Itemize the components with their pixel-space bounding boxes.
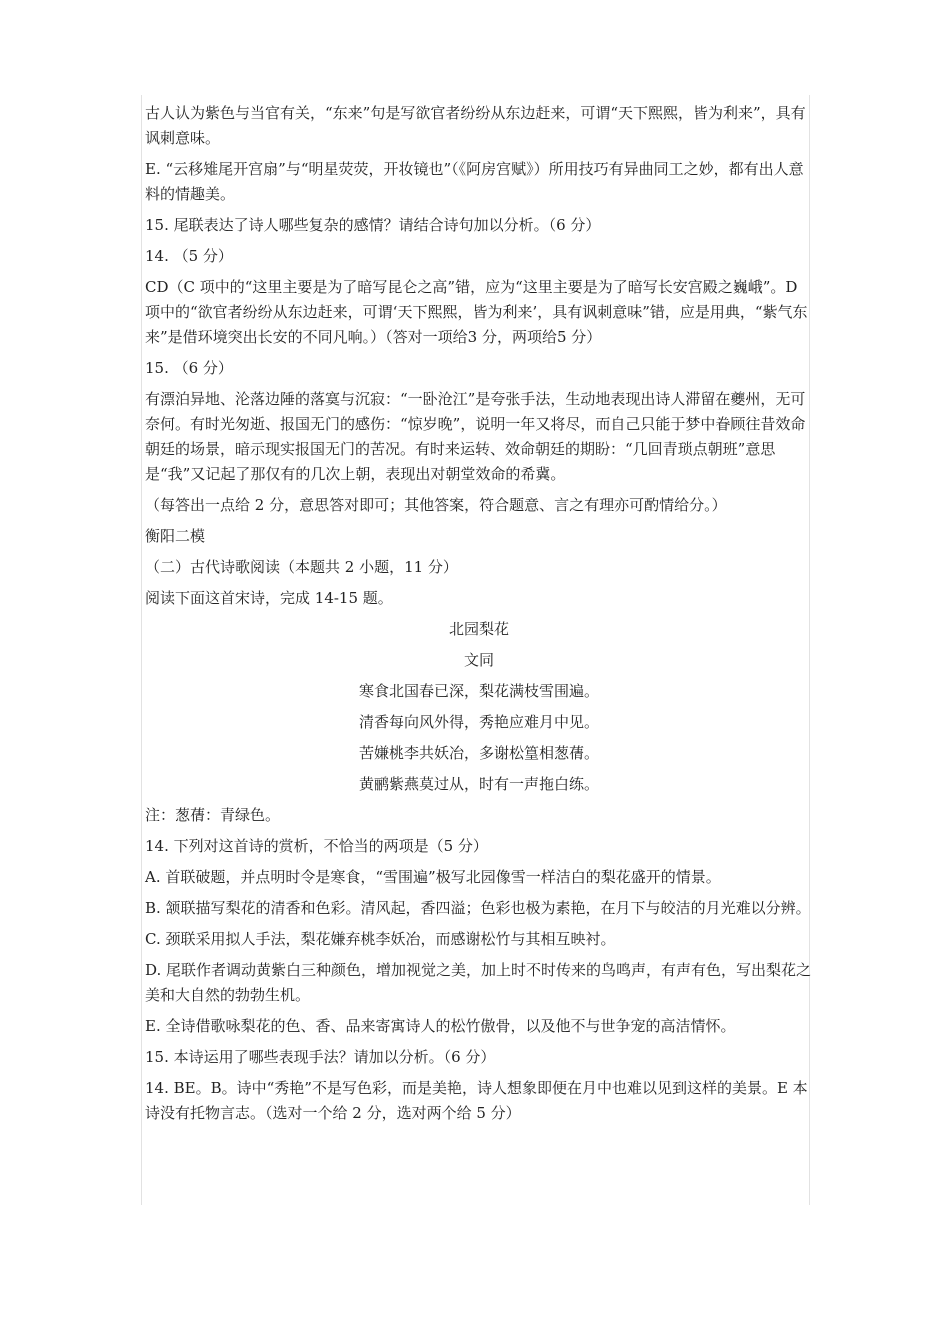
answer-15-body: 有漂泊异地、沦落边陲的落寞与沉寂：“一卧沧江”是夸张手法，生动地表现出诗人滞留在夔州，无可奈何。有时光匆逝、报国无门的感伤：“惊岁晚”，说明一年又将尽，而自己只能于梦中眷顾往昔效命朝廷的场景，暗示现实报国无门的苦况。有时来运转、效命朝廷的期盼：“几回青琐点朝班”意思是“我”又记起了那仅有的几次上朝，表现出对朝堂效命的希冀。 (145, 390, 806, 483)
scoring-note: （每答出一点给 2 分，意思答对即可；其他答案，符合题意、言之有理亦可酌情给分。） (145, 496, 727, 514)
answer-15-heading: 15. （6 分） (145, 359, 233, 377)
poem-line: 清香每向风外得，秀艳应难月中见。 (358, 713, 599, 731)
poem-line: 苦嫌桃李共妖冶，多谢松篁相葱蒨。 (358, 744, 599, 762)
question-14: 14. 下列对这首诗的赏析，不恰当的两项是（5 分） (145, 837, 488, 855)
option-e-paragraph: E. “云移雉尾开宫扇”与“明星荧荧，开妆镜也”（《阿房宫赋》）所用技巧有异曲同工之妙，都有出人意料的情趣美。 (145, 160, 804, 203)
option-b: B. 颔联描写梨花的清香和色彩。清风起，香四溢；色彩也极为素艳，在月下与皎洁的月光难以分辨。 (145, 899, 811, 917)
paragraph: 古人认为紫色与当官有关，“东来”句是写欲官者纷纷从东边赶来，可谓“天下熙熙，皆为利来”，具有讽刺意味。 (145, 104, 806, 147)
answer-14-body: CD（C 项中的“这里主要是为了暗写昆仑之高”错，应为“这里主要是为了暗写长安宫殿之巍峨”。D 项中的“欲官者纷纷从东边赶来，可谓‘天下熙熙，皆为利来’，具有讽刺意味”错，应是用典，“紫气东来”是借环境突出长安的不同凡响。）（答对一项给3 分，两项给5 分） (145, 278, 808, 346)
poem-line: 黄鹂紫燕莫过从，时有一声拖白练。 (358, 775, 599, 793)
poem-title: 北园梨花 (448, 620, 509, 638)
answer-14-heading: 14. （5 分） (145, 247, 233, 265)
option-c: C. 颈联采用拟人手法，梨花嫌弃桃李妖冶，而感谢松竹与其相互映衬。 (145, 930, 616, 948)
option-a: A. 首联破题，并点明时令是寒食，“雪围遍”极写北园像雪一样洁白的梨花盛开的情景。 (145, 868, 721, 886)
question-15-b: 15. 本诗运用了哪些表现手法？请加以分析。（6 分） (145, 1048, 496, 1066)
poem-author: 文同 (463, 651, 494, 669)
question-15: 15. 尾联表达了诗人哪些复杂的感情？请结合诗句加以分析。（6 分） (145, 216, 601, 234)
annotation-note: 注：葱蒨：青绿色。 (145, 806, 281, 824)
option-e: E. 全诗借歌咏梨花的色、香、品来寄寓诗人的松竹傲骨，以及他不与世争宠的高洁情怀。 (145, 1017, 736, 1035)
poem-line: 寒食北国春已深，梨花满枝雪围遍。 (358, 682, 599, 700)
answer-14-b: 14. BE。B。诗中“秀艳”不是写色彩，而是美艳，诗人想象即便在月中也难以见到这样的美景。E 本诗没有托物言志。（选对一个给 2 分，选对两个给 5 分） (145, 1079, 808, 1122)
option-d: D. 尾联作者调动黄紫白三种颜色，增加视觉之美，加上时不时传来的鸟鸣声，有声有色，写出梨花之美和大自然的勃勃生机。 (145, 961, 812, 1004)
section-source: 衡阳二模 (145, 527, 206, 545)
reading-instruction: 阅读下面这首宋诗，完成 14-15 题。 (145, 589, 393, 607)
section-heading: （二）古代诗歌阅读（本题共 2 小题，11 分） (145, 558, 458, 576)
document-body (145, 101, 813, 1132)
